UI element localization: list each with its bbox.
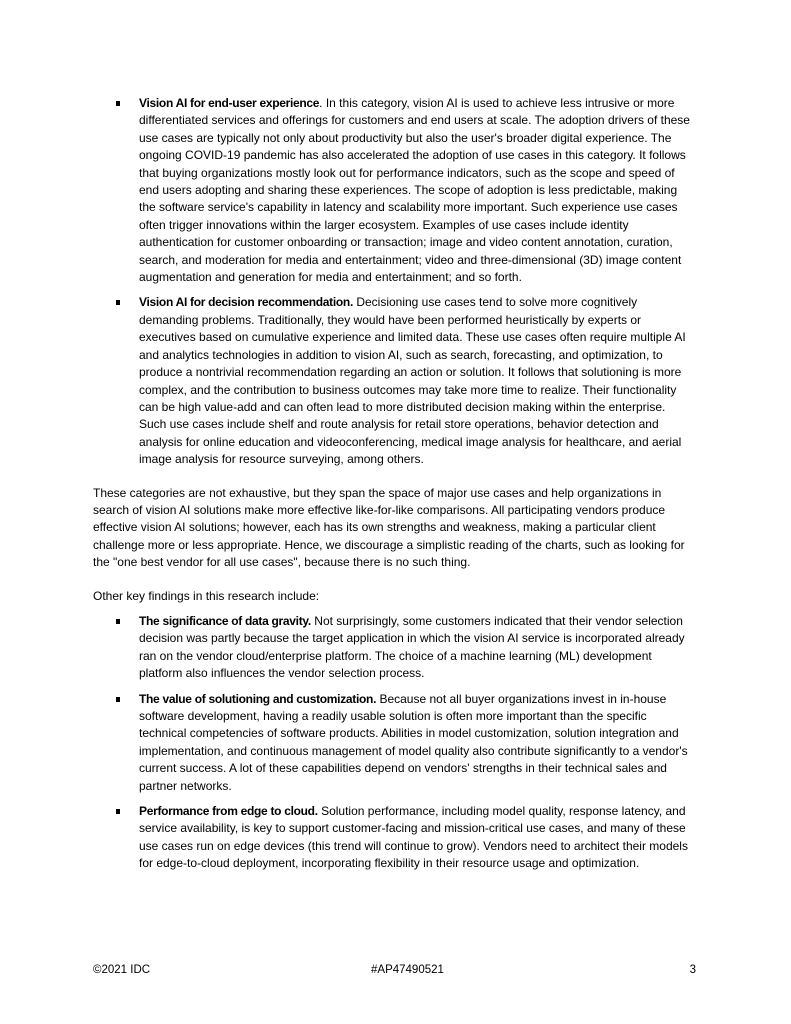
footer-page-number: 3 — [689, 964, 696, 976]
bullet-title: Vision AI for decision recommendation. — [139, 295, 353, 310]
bullet-decision-recommendation — [93, 294, 693, 468]
bullet-title: Performance from edge to cloud. — [139, 804, 318, 819]
bullet-edge-to-cloud — [93, 803, 693, 873]
bullet-marker-icon — [116, 697, 120, 702]
bullet-title: The significance of data gravity. — [139, 613, 311, 628]
findings-list — [93, 613, 693, 873]
use-case-list — [93, 95, 693, 469]
categories-paragraph: These categories are not exhaustive, but they span the space of major use cases and help organizations in search of vision AI solutions make more effective like-for-like comparisons. All participating vendors produce effective vision AI solutions; however, each has its own strengths and weakness, making a particular client challenge more or less appropriate. Hence, we discourage a simplistic reading of the charts, such as looking for the "one best vendor for all use cases", because there is no such thing. — [93, 485, 685, 570]
bullet-title: The value of solutioning and customization. — [139, 691, 377, 706]
bullet-marker-icon — [116, 300, 120, 305]
bullet-data-gravity — [93, 613, 693, 683]
bullet-solutioning-customization — [93, 691, 693, 795]
footer-copyright: ©2021 IDC — [93, 964, 151, 976]
bullet-end-user-experience — [93, 95, 693, 286]
bullet-text: Solution performance, including model quality, response latency, and service availability, is key to support customer-facing and mission-critical use cases, and many of these use cases run on edge devices (this trend will continue to grow). Vendors need to architect their models for edge-to-cloud deployment, incorporating flexibility in their resource usage and optimization. — [139, 804, 688, 871]
bullet-marker-icon — [116, 101, 120, 106]
bullet-marker-icon — [116, 619, 120, 624]
bullet-marker-icon — [116, 809, 120, 814]
bullet-text: . In this category, vision AI is used to achieve less intrusive or more differentiated services and offerings for customers and end users at scale. The adoption drivers of these use cases are typically not only about productivity but also the user's broader digital experience. The ongoing COVID-19 pandemic has also accelerated the adoption of use cases in this category. It follows that buying organizations mostly look out for performance indicators, such as the scope and speed of end users adopting and sharing these experiences. The scope of adoption is less predictable, making the software service's capability in latency and scalability more important. Such experience use cases often trigger innovations within the larger ecosystem. Examples of use cases include identity authentication for customer onboarding or transaction; image and video content annotation, curation, search, and moderation for media and entertainment; video and three-dimensional (3D) image content augmentation and generation for media and entertainment; and so forth. — [139, 96, 690, 285]
bullet-text: Because not all buyer organizations invest in in-house software development, having a readily usable solution is often more important than the specific technical competencies of software products. Abilities in model customization, solution integration and implementation, and continuous management of model quality also contribute significantly to a vendor's current success. A lot of these capabilities depend on vendors' strengths in their technical sales and partner networks. — [139, 691, 688, 793]
bullet-text: Decisioning use cases tend to solve more cognitively demanding problems. Traditionally, they would have been performed heuristically by experts or executives based on cumulative experience and limited data. These use cases often require multiple AI and analytics technologies in addition to vision AI, such as search, forecasting, and optimization, to produce a nontrivial recommendation regarding an action or solution. It follows that solutioning is more complex, and the contribution to business outcomes may take more time to realize. Their functionality can be high value-add and can often lead to more distributed decision making within the enterprise. Such use cases include shelf and route analysis for retail store operations, behavior detection and analysis for online education and videoconferencing, medical image analysis for healthcare, and aerial image analysis for resource surveying, among others. — [139, 295, 686, 467]
findings-intro-paragraph: Other key findings in this research include: — [93, 588, 320, 603]
bullet-text: Not surprisingly, some customers indicated that their vendor selection decision was partly because the target application in which the vision AI service is incorporated already ran on the vendor cloud/enterprise platform. The choice of a machine learning (ML) development platform also influences the vendor selection process. — [139, 613, 685, 681]
bullet-title: Vision AI for end-user experience — [139, 96, 320, 110]
document-body — [93, 95, 693, 881]
footer-doc-id: #AP47490521 — [371, 964, 444, 976]
